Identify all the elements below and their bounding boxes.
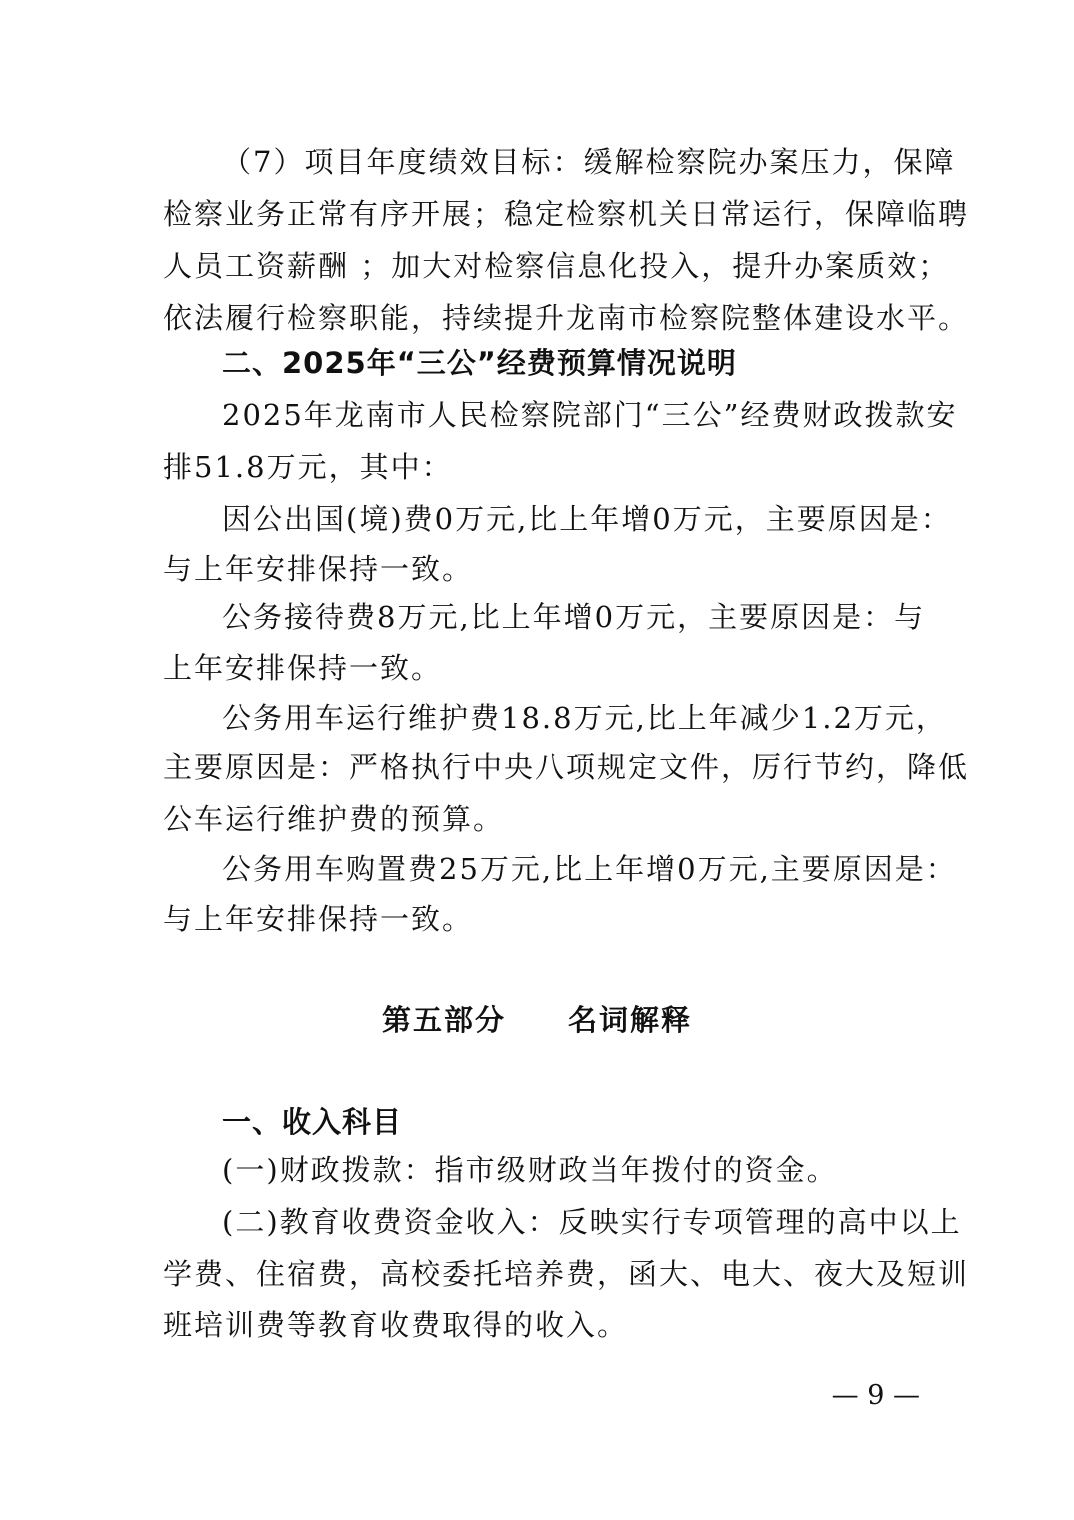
vehicle-operation-line-2: 主要原因是：严格执行中央八项规定文件，厉行节约，降低 bbox=[163, 750, 970, 784]
section-two-heading: 二、2025年“三公”经费预算情况说明 bbox=[222, 346, 737, 380]
income-item-2-line-3: 班培训费等教育收费取得的收入。 bbox=[163, 1308, 629, 1342]
vehicle-purchase-line-1: 公务用车购置费25万元,比上年增0万元,主要原因是： bbox=[222, 852, 957, 886]
income-items-heading: 一、收入科目 bbox=[222, 1105, 403, 1139]
paragraph-7-line-1: （7）项目年度绩效目标：缓解检察院办案压力，保障 bbox=[222, 145, 956, 179]
page-number: — 9 — bbox=[831, 1380, 920, 1411]
paragraph-7-line-4: 依法履行检察职能，持续提升龙南市检察院整体建设水平。 bbox=[163, 301, 970, 335]
overseas-line-2: 与上年安排保持一致。 bbox=[163, 552, 474, 586]
income-item-2-line-2: 学费、住宿费，高校委托培养费，函大、电大、夜大及短训 bbox=[163, 1257, 970, 1291]
overseas-line-1: 因公出国(境)费0万元,比上年增0万元，主要原因是： bbox=[222, 502, 952, 536]
vehicle-operation-line-3: 公车运行维护费的预算。 bbox=[163, 802, 505, 836]
reception-line-1: 公务接待费8万元,比上年增0万元，主要原因是：与 bbox=[222, 600, 926, 634]
section-two-intro-line-1: 2025年龙南市人民检察院部门“三公”经费财政拨款安 bbox=[222, 398, 958, 432]
income-item-2-line-1: (二)教育收费资金收入：反映实行专项管理的高中以上 bbox=[222, 1205, 962, 1239]
paragraph-7-line-2: 检察业务正常有序开展；稳定检察机关日常运行，保障临聘 bbox=[163, 197, 970, 231]
vehicle-purchase-line-2: 与上年安排保持一致。 bbox=[163, 902, 474, 936]
reception-line-2: 上年安排保持一致。 bbox=[163, 651, 443, 685]
paragraph-7-line-3: 人员工资薪酬 ；加大对检察信息化投入，提升办案质效； bbox=[163, 249, 950, 283]
section-two-intro-line-2: 排51.8万元，其中： bbox=[163, 450, 453, 484]
vehicle-operation-line-1: 公务用车运行维护费18.8万元,比上年减少1.2万元， bbox=[222, 701, 947, 735]
part-five-title: 第五部分 名词解释 bbox=[381, 1003, 692, 1037]
income-item-1: (一)财政拨款：指市级财政当年拨付的资金。 bbox=[222, 1153, 838, 1187]
